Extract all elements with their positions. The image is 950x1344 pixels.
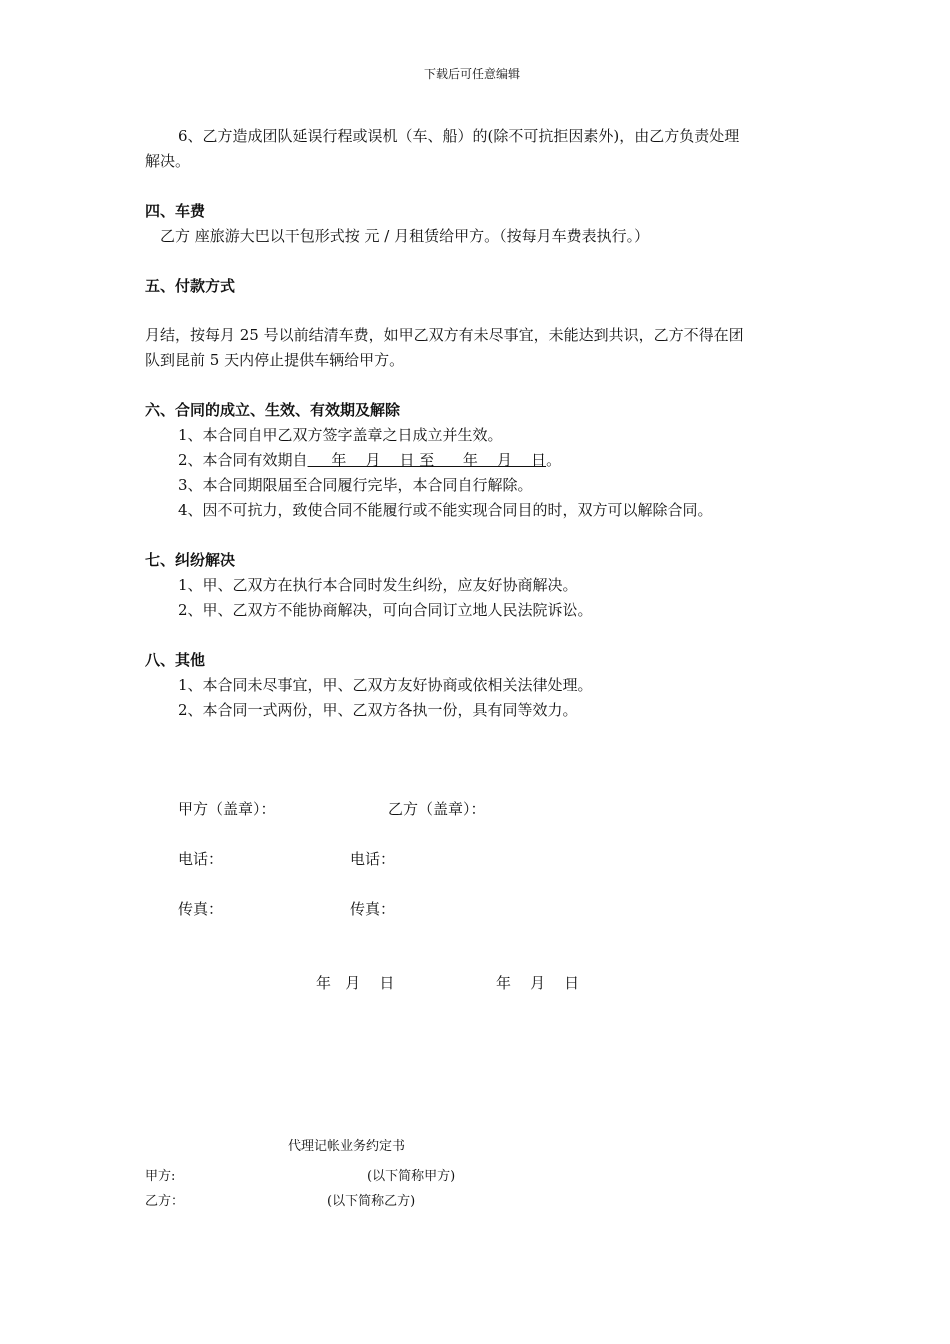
section-6-item-1: 1、本合同自甲乙双方签字盖章之日成立并生效。: [178, 426, 503, 444]
section-6-title: 六、合同的成立、生效、有效期及解除: [145, 401, 401, 419]
clause-6-line-1: 6、乙方造成团队延误行程或误机（车、船）的(除不可抗拒因素外)，由乙方负责处理: [178, 127, 740, 145]
item-2-prefix: 2、本合同有效期自: [178, 451, 308, 469]
agreement-title: 代理记帐业务约定书: [288, 1139, 406, 1154]
section-4-title: 四、车费: [145, 202, 206, 220]
section-5-line-1: 月结，按每月 25 号以前结清车费，如甲乙双方有未尽事宜，未能达到共识，乙方不得在团: [145, 326, 744, 344]
section-7-title: 七、纠纷解决: [145, 551, 236, 569]
party-b-date: 年 月 日: [496, 974, 580, 992]
section-5-title: 五、付款方式: [145, 277, 236, 295]
party-a-fax-label: 传真：: [178, 900, 224, 918]
party-b-seal-label: 乙方（盖章）：: [388, 800, 486, 818]
section-7-item-2: 2、甲、乙双方不能协商解决，可向合同订立地人民法院诉讼。: [178, 601, 593, 619]
party-a-phone-label: 电话：: [178, 850, 224, 868]
agreement-party-b-label: 乙方：: [145, 1194, 185, 1209]
agreement-party-b-note: (以下简称乙方): [327, 1194, 416, 1209]
item-2-suffix: 。: [546, 451, 562, 469]
clause-6-line-2: 解决。: [145, 152, 191, 170]
validity-period-blank: 年 月 日 至 年 月 日: [307, 451, 547, 469]
page-header: 下载后可任意编辑: [424, 67, 521, 81]
agreement-party-a-label: 甲方:: [145, 1169, 176, 1184]
section-8-title: 八、其他: [145, 651, 206, 669]
section-5-line-2: 队到昆前 5 天内停止提供车辆给甲方。: [145, 351, 405, 369]
agreement-party-a-note: (以下简称甲方): [367, 1169, 456, 1184]
section-8-item-1: 1、本合同未尽事宜，甲、乙双方友好协商或依相关法律处理。: [178, 676, 593, 694]
party-b-fax-label: 传真：: [350, 900, 396, 918]
section-6-item-2: [178, 450, 561, 470]
party-a-seal-label: 甲方（盖章）：: [178, 800, 276, 818]
party-b-phone-label: 电话：: [350, 850, 396, 868]
section-6-item-4: 4、因不可抗力，致使合同不能履行或不能实现合同目的时，双方可以解除合同。: [178, 501, 713, 519]
section-8-item-2: 2、本合同一式两份，甲、乙双方各执一份，具有同等效力。: [178, 701, 578, 719]
section-6-item-3: 3、本合同期限届至合同履行完毕，本合同自行解除。: [178, 476, 533, 494]
party-a-date: 年 月 日: [316, 974, 395, 992]
section-7-item-1: 1、甲、乙双方在执行本合同时发生纠纷，应友好协商解决。: [178, 576, 578, 594]
section-4-text: 乙方 座旅游大巴以干包形式按 元 / 月租赁给甲方。（按每月车费表执行。）: [160, 227, 650, 245]
